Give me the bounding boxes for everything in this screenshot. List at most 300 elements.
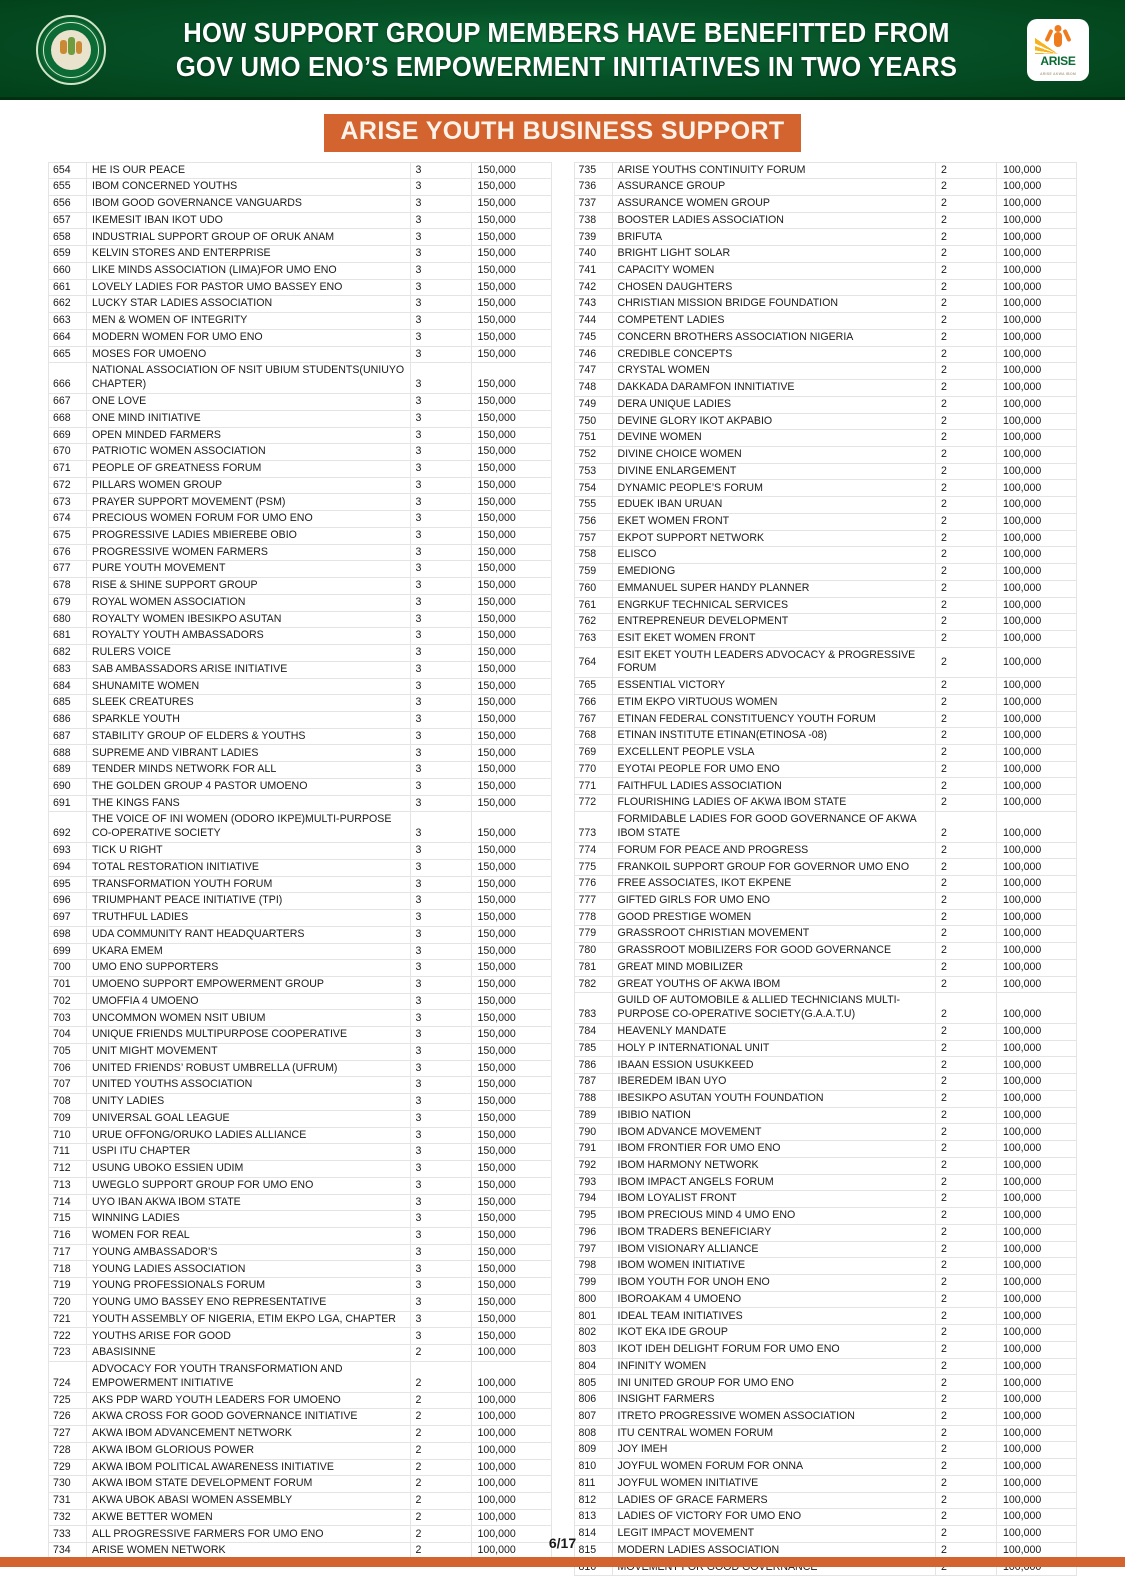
table-row bbox=[574, 892, 1077, 909]
row-amount: 100,000 bbox=[997, 1425, 1077, 1442]
row-count: 2 bbox=[936, 892, 997, 909]
row-name: IBEREDEM IBAN UYO bbox=[612, 1074, 936, 1091]
row-amount: 150,000 bbox=[471, 611, 551, 628]
row-amount: 100,000 bbox=[997, 363, 1077, 380]
row-id: 668 bbox=[49, 410, 87, 427]
row-id: 706 bbox=[49, 1060, 87, 1077]
row-count: 2 bbox=[936, 580, 997, 597]
table-row bbox=[574, 564, 1077, 581]
row-name: YOUNG UMO BASSEY ENO REPRESENTATIVE bbox=[87, 1294, 411, 1311]
row-amount: 150,000 bbox=[471, 179, 551, 196]
row-count: 2 bbox=[936, 761, 997, 778]
row-count: 2 bbox=[936, 1375, 997, 1392]
row-name: INI UNITED GROUP FOR UMO ENO bbox=[612, 1375, 936, 1392]
row-count: 2 bbox=[936, 463, 997, 480]
row-amount: 150,000 bbox=[471, 1027, 551, 1044]
row-count: 2 bbox=[936, 346, 997, 363]
arise-person-head bbox=[1055, 25, 1062, 32]
row-amount: 150,000 bbox=[471, 795, 551, 812]
row-name: PURE YOUTH MOVEMENT bbox=[87, 561, 411, 578]
row-name: AKWA UBOK ABASI WOMEN ASSEMBLY bbox=[87, 1493, 411, 1510]
row-id: 735 bbox=[574, 162, 612, 179]
row-amount: 100,000 bbox=[471, 1392, 551, 1409]
row-amount: 150,000 bbox=[471, 313, 551, 330]
row-name: CHRISTIAN MISSION BRIDGE FOUNDATION bbox=[612, 296, 936, 313]
row-count: 3 bbox=[410, 1228, 471, 1245]
table-row bbox=[574, 1375, 1077, 1392]
row-amount: 150,000 bbox=[471, 296, 551, 313]
table-row bbox=[49, 1010, 552, 1027]
row-count: 3 bbox=[410, 711, 471, 728]
row-id: 729 bbox=[49, 1459, 87, 1476]
row-amount: 150,000 bbox=[471, 1211, 551, 1228]
table-row bbox=[574, 279, 1077, 296]
row-id: 798 bbox=[574, 1258, 612, 1275]
table-row bbox=[49, 993, 552, 1010]
row-name: HE IS OUR PEACE bbox=[87, 162, 411, 179]
row-name: DIVINE ENLARGEMENT bbox=[612, 463, 936, 480]
row-count: 2 bbox=[936, 430, 997, 447]
row-count: 3 bbox=[410, 262, 471, 279]
row-count: 2 bbox=[936, 909, 997, 926]
table-row bbox=[49, 1261, 552, 1278]
row-id: 755 bbox=[574, 497, 612, 514]
row-count: 3 bbox=[410, 1110, 471, 1127]
row-amount: 100,000 bbox=[997, 678, 1077, 695]
row-amount: 100,000 bbox=[471, 1509, 551, 1526]
row-id: 686 bbox=[49, 711, 87, 728]
row-count: 3 bbox=[410, 960, 471, 977]
row-id: 685 bbox=[49, 695, 87, 712]
row-name: UNCOMMON WOMEN NSIT UBIUM bbox=[87, 1010, 411, 1027]
row-id: 768 bbox=[574, 728, 612, 745]
row-id: 679 bbox=[49, 594, 87, 611]
row-name: SLEEK CREATURES bbox=[87, 695, 411, 712]
row-count: 2 bbox=[936, 279, 997, 296]
row-name: ADVOCACY FOR YOUTH TRANSFORMATION AND EMPOWERMENT INITIATIVE bbox=[87, 1361, 411, 1392]
row-count: 3 bbox=[410, 1194, 471, 1211]
row-name: EMMANUEL SUPER HANDY PLANNER bbox=[612, 580, 936, 597]
row-amount: 100,000 bbox=[997, 229, 1077, 246]
row-count: 3 bbox=[410, 1261, 471, 1278]
row-amount: 150,000 bbox=[471, 544, 551, 561]
table-row bbox=[574, 1392, 1077, 1409]
table-row bbox=[574, 597, 1077, 614]
row-name: IBOM LOYALIST FRONT bbox=[612, 1191, 936, 1208]
row-amount: 150,000 bbox=[471, 661, 551, 678]
row-count: 3 bbox=[410, 246, 471, 263]
row-name: IBOM HARMONY NETWORK bbox=[612, 1157, 936, 1174]
table-row bbox=[574, 842, 1077, 859]
row-id: 773 bbox=[574, 811, 612, 842]
row-name: ELISCO bbox=[612, 547, 936, 564]
table-row bbox=[574, 1124, 1077, 1141]
table-row bbox=[49, 1426, 552, 1443]
row-id: 810 bbox=[574, 1459, 612, 1476]
row-name: UNITY LADIES bbox=[87, 1094, 411, 1111]
row-count: 2 bbox=[936, 1425, 997, 1442]
left-table-column bbox=[48, 162, 552, 1576]
row-name: CAPACITY WOMEN bbox=[612, 262, 936, 279]
row-name: PRAYER SUPPORT MOVEMENT (PSM) bbox=[87, 494, 411, 511]
row-count: 2 bbox=[410, 1426, 471, 1443]
page-title-line-2: GOV UMO ENO’S EMPOWERMENT INITIATIVES IN TWO YEARS bbox=[151, 50, 981, 84]
row-name: TRIUMPHANT PEACE INITIATIVE (TPI) bbox=[87, 893, 411, 910]
row-id: 707 bbox=[49, 1077, 87, 1094]
row-name: GREAT YOUTHS OF AKWA IBOM bbox=[612, 976, 936, 993]
row-amount: 150,000 bbox=[471, 943, 551, 960]
row-amount: 100,000 bbox=[997, 1224, 1077, 1241]
table-row bbox=[574, 859, 1077, 876]
row-name: ETINAN INSTITUTE ETINAN(ETINOSA -08) bbox=[612, 728, 936, 745]
row-count: 2 bbox=[936, 212, 997, 229]
row-name: RISE & SHINE SUPPORT GROUP bbox=[87, 578, 411, 595]
table-row bbox=[574, 497, 1077, 514]
table-row bbox=[574, 530, 1077, 547]
row-id: 752 bbox=[574, 446, 612, 463]
row-name: MODERN LADIES ASSOCIATION bbox=[612, 1542, 936, 1559]
row-name: AKWE BETTER WOMEN bbox=[87, 1509, 411, 1526]
row-amount: 150,000 bbox=[471, 711, 551, 728]
table-row bbox=[49, 229, 552, 246]
row-name: DAKKADA DARAMFON INNITIATIVE bbox=[612, 380, 936, 397]
row-count: 2 bbox=[936, 1492, 997, 1509]
row-name: PATRIOTIC WOMEN ASSOCIATION bbox=[87, 444, 411, 461]
row-id: 812 bbox=[574, 1492, 612, 1509]
table-row bbox=[574, 1157, 1077, 1174]
row-name: LUCKY STAR LADIES ASSOCIATION bbox=[87, 296, 411, 313]
row-name: IBOM TRADERS BENEFICIARY bbox=[612, 1224, 936, 1241]
row-count: 3 bbox=[410, 859, 471, 876]
table-row bbox=[574, 678, 1077, 695]
row-id: 680 bbox=[49, 611, 87, 628]
row-id: 795 bbox=[574, 1208, 612, 1225]
row-id: 670 bbox=[49, 444, 87, 461]
table-row bbox=[574, 1341, 1077, 1358]
row-amount: 150,000 bbox=[471, 993, 551, 1010]
row-count: 3 bbox=[410, 195, 471, 212]
table-row bbox=[574, 959, 1077, 976]
table-row bbox=[574, 1358, 1077, 1375]
row-amount: 150,000 bbox=[471, 561, 551, 578]
row-name: IBOM IMPACT ANGELS FORUM bbox=[612, 1174, 936, 1191]
row-amount: 150,000 bbox=[471, 410, 551, 427]
table-row bbox=[49, 1060, 552, 1077]
row-name: USPI ITU CHAPTER bbox=[87, 1144, 411, 1161]
row-amount: 150,000 bbox=[471, 926, 551, 943]
row-id: 804 bbox=[574, 1358, 612, 1375]
table-row bbox=[49, 527, 552, 544]
row-name: IBOM YOUTH FOR UNOH ENO bbox=[612, 1275, 936, 1292]
row-id: 672 bbox=[49, 477, 87, 494]
row-name: ARISE YOUTHS CONTINUITY FORUM bbox=[612, 162, 936, 179]
table-row bbox=[49, 843, 552, 860]
row-name: INFINITY WOMEN bbox=[612, 1358, 936, 1375]
row-amount: 150,000 bbox=[471, 628, 551, 645]
table-row bbox=[49, 1476, 552, 1493]
row-amount: 100,000 bbox=[997, 909, 1077, 926]
row-count: 2 bbox=[410, 1459, 471, 1476]
row-count: 2 bbox=[410, 1526, 471, 1543]
row-id: 749 bbox=[574, 396, 612, 413]
row-name: OPEN MINDED FARMERS bbox=[87, 427, 411, 444]
row-name: DERA UNIQUE LADIES bbox=[612, 396, 936, 413]
row-count: 3 bbox=[410, 313, 471, 330]
row-amount: 150,000 bbox=[471, 812, 551, 843]
row-amount: 100,000 bbox=[997, 513, 1077, 530]
row-count: 2 bbox=[936, 778, 997, 795]
row-amount: 150,000 bbox=[471, 1077, 551, 1094]
row-id: 664 bbox=[49, 329, 87, 346]
row-name: INSIGHT FARMERS bbox=[612, 1392, 936, 1409]
row-count: 3 bbox=[410, 544, 471, 561]
row-count: 2 bbox=[936, 1442, 997, 1459]
row-id: 696 bbox=[49, 893, 87, 910]
row-amount: 100,000 bbox=[997, 195, 1077, 212]
table-row bbox=[574, 728, 1077, 745]
row-name: UDA COMMUNITY RANT HEADQUARTERS bbox=[87, 926, 411, 943]
row-amount: 100,000 bbox=[997, 580, 1077, 597]
row-name: FORMIDABLE LADIES FOR GOOD GOVERNANCE OF AKWA IBOM STATE bbox=[612, 811, 936, 842]
table-row bbox=[49, 762, 552, 779]
table-row bbox=[574, 195, 1077, 212]
table-row bbox=[49, 1161, 552, 1178]
akwa-ibom-state-crest-icon bbox=[36, 15, 106, 85]
row-name: DIVINE CHOICE WOMEN bbox=[612, 446, 936, 463]
row-count: 3 bbox=[410, 494, 471, 511]
row-id: 758 bbox=[574, 547, 612, 564]
row-count: 3 bbox=[410, 661, 471, 678]
row-name: ETIM EKPO VIRTUOUS WOMEN bbox=[612, 694, 936, 711]
row-amount: 100,000 bbox=[997, 530, 1077, 547]
row-id: 694 bbox=[49, 859, 87, 876]
row-id: 702 bbox=[49, 993, 87, 1010]
section-title-container bbox=[0, 100, 1125, 162]
table-row bbox=[49, 1228, 552, 1245]
row-name: IBAAN ESSION USUKKEED bbox=[612, 1057, 936, 1074]
row-id: 733 bbox=[49, 1526, 87, 1543]
table-row bbox=[49, 1244, 552, 1261]
table-row bbox=[49, 1027, 552, 1044]
row-count: 2 bbox=[936, 959, 997, 976]
row-amount: 150,000 bbox=[471, 363, 551, 394]
row-amount: 100,000 bbox=[997, 380, 1077, 397]
table-row bbox=[49, 1211, 552, 1228]
table-row bbox=[49, 162, 552, 179]
row-id: 669 bbox=[49, 427, 87, 444]
row-count: 3 bbox=[410, 363, 471, 394]
row-id: 674 bbox=[49, 511, 87, 528]
row-count: 2 bbox=[936, 1392, 997, 1409]
row-name: SUPREME AND VIBRANT LADIES bbox=[87, 745, 411, 762]
row-amount: 100,000 bbox=[997, 728, 1077, 745]
row-count: 2 bbox=[936, 296, 997, 313]
row-id: 807 bbox=[574, 1408, 612, 1425]
row-amount: 100,000 bbox=[997, 842, 1077, 859]
row-amount: 100,000 bbox=[997, 296, 1077, 313]
row-amount: 100,000 bbox=[997, 1325, 1077, 1342]
table-row bbox=[574, 1208, 1077, 1225]
row-name: IBIBIO NATION bbox=[612, 1107, 936, 1124]
row-id: 725 bbox=[49, 1392, 87, 1409]
table-row bbox=[574, 212, 1077, 229]
table-row bbox=[49, 1409, 552, 1426]
row-name: UKARA EMEM bbox=[87, 943, 411, 960]
row-id: 793 bbox=[574, 1174, 612, 1191]
row-id: 802 bbox=[574, 1325, 612, 1342]
row-count: 2 bbox=[936, 795, 997, 812]
row-amount: 100,000 bbox=[997, 329, 1077, 346]
table-row bbox=[574, 346, 1077, 363]
row-id: 799 bbox=[574, 1275, 612, 1292]
row-name: GRASSROOT MOBILIZERS FOR GOOD GOVERNANCE bbox=[612, 943, 936, 960]
row-amount: 100,000 bbox=[997, 1191, 1077, 1208]
row-id: 698 bbox=[49, 926, 87, 943]
table-row bbox=[574, 313, 1077, 330]
row-name: AKWA IBOM POLITICAL AWARENESS INITIATIVE bbox=[87, 1459, 411, 1476]
row-amount: 150,000 bbox=[471, 859, 551, 876]
row-amount: 150,000 bbox=[471, 728, 551, 745]
row-count: 3 bbox=[410, 1244, 471, 1261]
row-amount: 100,000 bbox=[997, 463, 1077, 480]
table-row bbox=[574, 1425, 1077, 1442]
table-row bbox=[574, 262, 1077, 279]
table-row bbox=[49, 611, 552, 628]
row-id: 710 bbox=[49, 1127, 87, 1144]
row-name: GOOD PRESTIGE WOMEN bbox=[612, 909, 936, 926]
row-id: 774 bbox=[574, 842, 612, 859]
row-amount: 100,000 bbox=[997, 1241, 1077, 1258]
row-amount: 100,000 bbox=[997, 959, 1077, 976]
row-id: 691 bbox=[49, 795, 87, 812]
row-id: 704 bbox=[49, 1027, 87, 1044]
row-id: 792 bbox=[574, 1157, 612, 1174]
row-name: INDUSTRIAL SUPPORT GROUP OF ORUK ANAM bbox=[87, 229, 411, 246]
row-amount: 150,000 bbox=[471, 1228, 551, 1245]
row-id: 688 bbox=[49, 745, 87, 762]
row-name: ASSURANCE GROUP bbox=[612, 179, 936, 196]
row-id: 756 bbox=[574, 513, 612, 530]
row-id: 771 bbox=[574, 778, 612, 795]
table-row bbox=[49, 1077, 552, 1094]
page-title-line-1: HOW SUPPORT GROUP MEMBERS HAVE BENEFITTED FROM bbox=[183, 17, 949, 48]
row-amount: 150,000 bbox=[471, 229, 551, 246]
row-id: 731 bbox=[49, 1493, 87, 1510]
row-id: 661 bbox=[49, 279, 87, 296]
row-count: 2 bbox=[936, 513, 997, 530]
row-name: CREDIBLE CONCEPTS bbox=[612, 346, 936, 363]
row-id: 739 bbox=[574, 229, 612, 246]
row-amount: 150,000 bbox=[471, 460, 551, 477]
row-id: 682 bbox=[49, 645, 87, 662]
row-count: 3 bbox=[410, 561, 471, 578]
row-id: 806 bbox=[574, 1392, 612, 1409]
row-name: ETINAN FEDERAL CONSTITUENCY YOUTH FORUM bbox=[612, 711, 936, 728]
row-id: 801 bbox=[574, 1308, 612, 1325]
row-amount: 100,000 bbox=[997, 1308, 1077, 1325]
row-count: 3 bbox=[410, 1311, 471, 1328]
row-count: 2 bbox=[936, 262, 997, 279]
row-name: AKWA IBOM GLORIOUS POWER bbox=[87, 1442, 411, 1459]
row-id: 677 bbox=[49, 561, 87, 578]
row-name: UNIT MIGHT MOVEMENT bbox=[87, 1043, 411, 1060]
row-amount: 100,000 bbox=[997, 1090, 1077, 1107]
row-name: AKWA IBOM ADVANCEMENT NETWORK bbox=[87, 1426, 411, 1443]
table-row bbox=[49, 494, 552, 511]
row-name: AKWA IBOM STATE DEVELOPMENT FORUM bbox=[87, 1476, 411, 1493]
row-id: 765 bbox=[574, 678, 612, 695]
row-id: 748 bbox=[574, 380, 612, 397]
row-id: 800 bbox=[574, 1291, 612, 1308]
row-amount: 150,000 bbox=[471, 678, 551, 695]
row-name: URUE OFFONG/ORUKO LADIES ALLIANCE bbox=[87, 1127, 411, 1144]
row-count: 3 bbox=[410, 1294, 471, 1311]
row-id: 759 bbox=[574, 564, 612, 581]
row-id: 697 bbox=[49, 910, 87, 927]
row-name: TRUTHFUL LADIES bbox=[87, 910, 411, 927]
row-count: 3 bbox=[410, 762, 471, 779]
row-amount: 150,000 bbox=[471, 1311, 551, 1328]
row-id: 783 bbox=[574, 993, 612, 1024]
row-name: JOYFUL WOMEN FORUM FOR ONNA bbox=[612, 1459, 936, 1476]
row-id: 689 bbox=[49, 762, 87, 779]
row-amount: 100,000 bbox=[997, 926, 1077, 943]
row-count: 2 bbox=[936, 413, 997, 430]
row-name: CONCERN BROTHERS ASSOCIATION NIGERIA bbox=[612, 329, 936, 346]
row-id: 772 bbox=[574, 795, 612, 812]
row-count: 2 bbox=[936, 1191, 997, 1208]
row-id: 715 bbox=[49, 1211, 87, 1228]
row-amount: 100,000 bbox=[997, 811, 1077, 842]
row-id: 763 bbox=[574, 631, 612, 648]
row-name: GRASSROOT CHRISTIAN MOVEMENT bbox=[612, 926, 936, 943]
table-row bbox=[49, 460, 552, 477]
row-amount: 150,000 bbox=[471, 212, 551, 229]
crest-figures bbox=[58, 36, 84, 58]
row-amount: 100,000 bbox=[997, 859, 1077, 876]
table-row bbox=[49, 960, 552, 977]
row-name: HEAVENLY MANDATE bbox=[612, 1024, 936, 1041]
row-name: ROYAL WOMEN ASSOCIATION bbox=[87, 594, 411, 611]
row-amount: 150,000 bbox=[471, 1043, 551, 1060]
row-id: 727 bbox=[49, 1426, 87, 1443]
row-amount: 100,000 bbox=[997, 480, 1077, 497]
row-amount: 150,000 bbox=[471, 394, 551, 411]
row-name: LADIES OF GRACE FARMERS bbox=[612, 1492, 936, 1509]
row-count: 2 bbox=[936, 547, 997, 564]
row-count: 2 bbox=[936, 1542, 997, 1559]
row-amount: 100,000 bbox=[997, 396, 1077, 413]
row-name: BRIFUTA bbox=[612, 229, 936, 246]
row-name: EKET WOMEN FRONT bbox=[612, 513, 936, 530]
row-id: 797 bbox=[574, 1241, 612, 1258]
row-count: 2 bbox=[936, 1341, 997, 1358]
row-id: 728 bbox=[49, 1442, 87, 1459]
row-name: THE VOICE OF INI WOMEN (ODORO IKPE)MULTI-PURPOSE CO-OPERATIVE SOCIETY bbox=[87, 812, 411, 843]
table-row bbox=[49, 628, 552, 645]
row-amount: 100,000 bbox=[997, 1291, 1077, 1308]
row-count: 3 bbox=[410, 1060, 471, 1077]
row-count: 3 bbox=[410, 346, 471, 363]
row-name: BRIGHT LIGHT SOLAR bbox=[612, 246, 936, 263]
row-count: 3 bbox=[410, 329, 471, 346]
row-amount: 150,000 bbox=[471, 1294, 551, 1311]
row-id: 813 bbox=[574, 1509, 612, 1526]
row-count: 3 bbox=[410, 745, 471, 762]
row-amount: 100,000 bbox=[997, 614, 1077, 631]
row-name: IBESIKPO ASUTAN YOUTH FOUNDATION bbox=[612, 1090, 936, 1107]
row-name: EDUEK IBAN URUAN bbox=[612, 497, 936, 514]
